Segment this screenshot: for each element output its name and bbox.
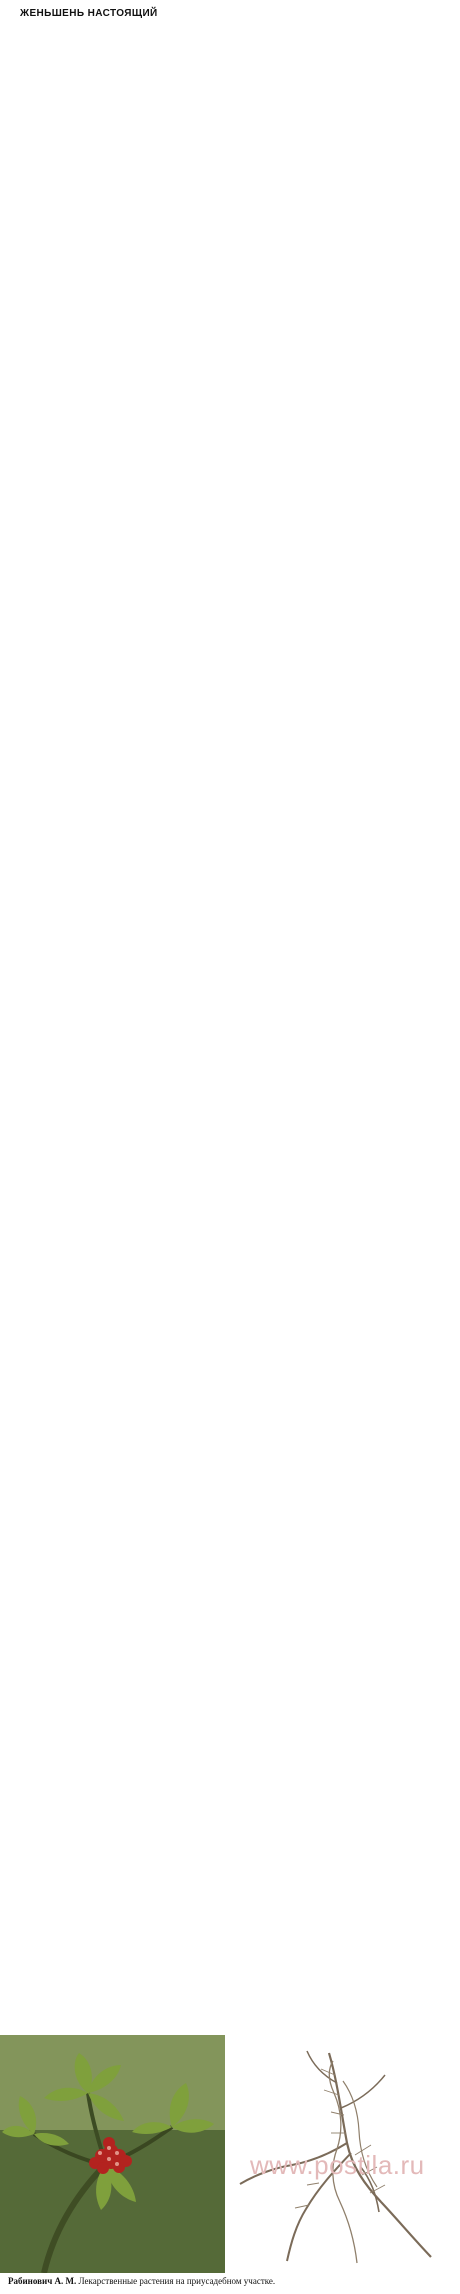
ginseng-plant-illustration bbox=[0, 2035, 225, 2273]
caption-author: Рабинович А. М. bbox=[8, 2276, 77, 2286]
ginseng-plant-photo-icon bbox=[0, 2035, 225, 2273]
caption-text: Лекарственные растения на приусадебном участке. bbox=[78, 2276, 276, 2286]
watermark: www.postila.ru bbox=[250, 2150, 425, 2180]
source-caption bbox=[8, 2275, 456, 2287]
article-body bbox=[14, 28, 446, 2023]
article-title: ЖЕНЬШЕНЬ НАСТОЯЩИЙ bbox=[20, 8, 158, 19]
